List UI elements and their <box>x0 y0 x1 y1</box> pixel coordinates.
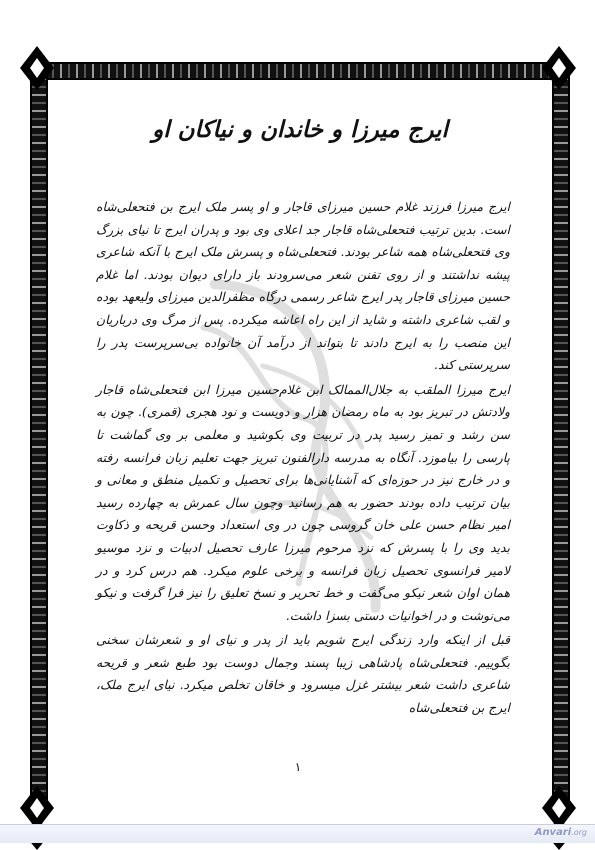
frame-left-border <box>30 62 48 814</box>
corner-ornament-icon <box>542 46 576 90</box>
page-title: ایرج میرزا و خاندان و نیاکان او <box>152 116 448 143</box>
corner-ornament-icon <box>20 46 54 90</box>
footer-brand-name: Anvari <box>534 827 572 838</box>
frame-top-border <box>30 62 570 80</box>
paragraph: ایرج میرزا الملقب به جلال‌الممالک ابن غلام‌حسین میرزا ابن فتحعلی‌شاه قاجار ولادتش در تبریز بود به ماه رمضان هزار و دویست و نود هجری (قمری). چون به سن رشد و تمیز رسید پدر در تربیت وی بکوشید و معلمی بر وی گماشت تا پارسی را بیاموزد. آنگاه به مدرسه دارالفنون تبریز جهت تعلیم زبان فرانسه رفته و در خارج نیز در حوزه‌ای که آشنایانی‌ها برای تحصیل و تکمیل منطق و معانی و بیان ترتیب داده بودند حضور به هم رسانید وچون سال عمرش به چهارده رسید امیر نظام حسن علی خان گروسی چون در وی استعداد وحسن قریحه و ذکاوت بدید وی را با پسرش که نزد مرحوم میرزا عارف تحصیل ادبیات و نزد موسیو لامیر فرانسوی تحصیل زبان فرانسه و برخی علوم میکرد. هم درس کرد و در همان اوان شعر نیکو می‌گفت و خط تحریر و نسخ تعلیق را نیز فرا گرفت و نیکو می‌نوشت و در اخوانیات دستی بسزا داشت. <box>96 381 510 623</box>
paragraph: ایرج میرزا فرزند غلام حسین میرزای قاجار و او پسر ملک ایرج بن فتحعلی‌شاه است. بدین ترتیب فتحعلی‌شاه قاجار جد اعلای وی بود و پدران ایرج تا نیای بزرگ وی فتحعلی‌شاه همه شاعر بودند. فتحعلی‌شاه و پسرش ملک ایرج با آنکه شاعری پیشه نداشتند و از روی تفنن شعر می‌سرودند باز دارای دیوان بودند. اما غلام حسین میرزای قاجار پدر ایرج شاعر رسمی درگاه مظفرالدین میرزای ولیعهد بوده و لقب شاعری داشته و شاید از این راه اعاشه میکرده. پس از مرگ وی درباریان این منصب را به ایرج دادند تا بتواند از درآمد آن خانواده بی‌سرپرست پدر را سرپرستی کند. <box>96 199 510 373</box>
footer-brand-domain: .org <box>571 828 587 837</box>
page-number: ١ <box>294 760 302 774</box>
footer-brand-logo <box>535 827 587 838</box>
paragraph: قبل از اینکه وارد زندگی ایرج شویم باید از پدر و نیای او و شعرشان سخنی بگوییم. فتحعلی‌شاه پادشاهی زیبا پسند وجمال دوست بود طبع شعر و قریحه شاعری داشت شعر بیشتر غزل میسرود و خاقان تخلص میکرد. نیای ایرج ملک، ایرج بن فتحعلی‌شاه <box>96 632 510 716</box>
body-text <box>96 196 510 722</box>
footer-strip <box>0 824 595 843</box>
frame-right-border <box>552 62 570 814</box>
